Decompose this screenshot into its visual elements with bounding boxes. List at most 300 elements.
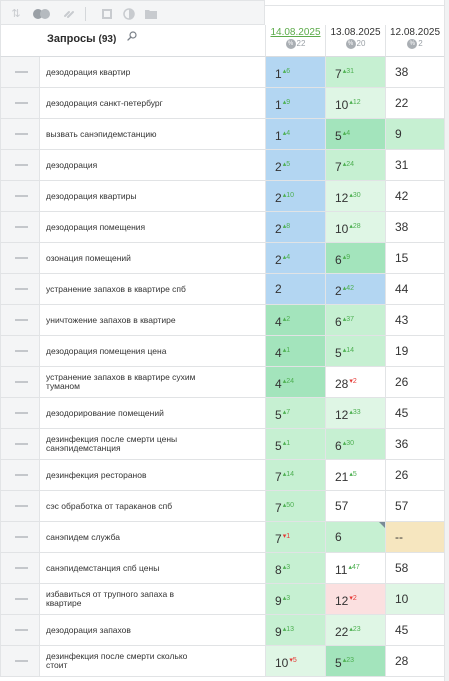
position-value: 26 (395, 468, 409, 482)
position-change-up: ▴30 (349, 192, 361, 199)
position-cell[interactable] (325, 336, 385, 366)
keywords-title[interactable] (47, 33, 116, 45)
keyword-text[interactable]: дезодорация квартиры (46, 190, 137, 201)
drag-handle-icon[interactable] (15, 536, 28, 538)
drag-handle-icon[interactable] (15, 381, 28, 383)
position-value: 7 (335, 67, 342, 81)
arrow-up-icon: ▴ (282, 223, 287, 230)
position-value: 22 (335, 625, 349, 639)
arrow-up-icon: ▴ (282, 409, 287, 416)
position-cell[interactable] (265, 646, 325, 676)
position-change-down: ▾5 (289, 657, 297, 664)
link-icon[interactable] (63, 8, 77, 20)
position-change-up: ▴37 (342, 316, 354, 323)
position-cell[interactable] (265, 615, 325, 645)
position-change-down: ▾2 (349, 378, 357, 385)
position-change-up: ▴24 (282, 378, 294, 385)
table-row[interactable] (0, 274, 444, 305)
keyword-text[interactable]: дезодорация помещения (46, 221, 146, 232)
keyword-text[interactable]: уничтожение запахов в квартире (46, 314, 176, 325)
table-row[interactable] (0, 584, 444, 615)
position-value: 58 (395, 561, 409, 575)
table-row[interactable] (0, 336, 444, 367)
position-cell[interactable] (325, 88, 385, 118)
position-value: 2 (275, 282, 282, 296)
drag-handle-icon[interactable] (15, 226, 28, 228)
drag-handle-icon[interactable] (15, 319, 28, 321)
row-handle[interactable] (0, 460, 40, 490)
position-cell[interactable] (385, 615, 444, 645)
position-value: 5 (275, 439, 282, 453)
keyword-text[interactable]: дезодорирование помещений (46, 407, 164, 418)
position-value: 38 (395, 65, 409, 79)
position-change-up: ▴1 (282, 347, 291, 354)
position-cell[interactable] (265, 181, 325, 211)
position-change-up: ▴13 (282, 626, 294, 633)
position-value: 7 (275, 501, 282, 515)
position-cell[interactable] (325, 584, 385, 614)
table-row[interactable] (0, 119, 444, 150)
drag-handle-icon[interactable] (15, 164, 28, 166)
row-handle[interactable] (0, 615, 40, 645)
arrow-down-icon: ▾ (349, 378, 353, 385)
position-cell[interactable] (265, 336, 325, 366)
position-value: 22 (395, 96, 409, 110)
position-value: 4 (275, 346, 282, 360)
scrollbar-track[interactable] (444, 0, 449, 681)
row-handle[interactable] (0, 212, 40, 242)
table-icon[interactable] (100, 8, 114, 20)
position-value: 12 (335, 408, 349, 422)
position-value: 45 (395, 406, 409, 420)
keyword-text[interactable]: дезодорация запахов (46, 624, 131, 635)
position-change-up: ▴47 (348, 564, 360, 571)
arrow-up-icon: ▴ (342, 285, 347, 292)
row-handle[interactable] (0, 88, 40, 118)
position-change-up: ▴9 (342, 254, 351, 261)
position-value: 8 (275, 563, 282, 577)
position-change-up: ▴4 (282, 254, 291, 261)
table-row[interactable] (0, 646, 444, 677)
position-value: 10 (395, 592, 409, 606)
arrow-down-icon: ▾ (289, 657, 293, 664)
position-cell[interactable] (325, 553, 385, 583)
table-row[interactable] (0, 398, 444, 429)
position-change-up: ▴33 (349, 409, 361, 416)
position-value: 43 (395, 313, 409, 327)
search-icon[interactable] (127, 31, 137, 41)
position-cell[interactable] (325, 491, 385, 521)
position-cell[interactable] (265, 243, 325, 273)
position-value: 7 (275, 532, 282, 546)
position-value: 6 (335, 530, 342, 544)
position-value: 4 (275, 315, 282, 329)
position-value: 21 (335, 470, 349, 484)
position-change-up: ▴6 (282, 68, 291, 75)
position-change-down: ▾2 (349, 595, 357, 602)
arrow-up-icon: ▴ (282, 564, 287, 571)
row-handle[interactable] (0, 398, 40, 428)
position-change-up: ▴4 (282, 130, 291, 137)
position-value: 10 (275, 656, 289, 670)
date-column-header[interactable] (265, 25, 325, 57)
position-change-up: ▴23 (349, 626, 361, 633)
date-label[interactable]: 12.08.2025 (389, 27, 441, 38)
date-label[interactable]: 14.08.2025 (270, 27, 321, 38)
arrow-down-icon: ▾ (282, 533, 287, 540)
row-handle[interactable] (0, 57, 40, 87)
position-cell[interactable] (385, 181, 444, 211)
position-value: 38 (395, 220, 409, 234)
position-cell[interactable] (265, 57, 325, 87)
position-cell[interactable] (265, 553, 325, 583)
percent-icon: % (346, 39, 356, 49)
arrow-up-icon: ▴ (348, 564, 352, 571)
position-value: 10 (335, 222, 349, 236)
position-cell[interactable] (325, 243, 385, 273)
keyword-text[interactable]: дезодорация помещения цена (46, 345, 167, 356)
row-handle[interactable] (0, 243, 40, 273)
arrow-up-icon: ▴ (282, 626, 287, 633)
arrow-up-icon: ▴ (342, 254, 347, 261)
table-row[interactable] (0, 150, 444, 181)
table-row[interactable] (0, 367, 444, 398)
position-change-up: ▴24 (342, 161, 354, 168)
position-change-up: ▴3 (282, 595, 291, 602)
position-cell[interactable] (265, 212, 325, 242)
arrow-up-icon: ▴ (349, 471, 353, 478)
keyword-text[interactable]: устранение запахов в квартире сухим туманом (46, 372, 196, 391)
keyword-text[interactable]: дезодорация (46, 159, 98, 170)
keyword-text[interactable]: дезинфекция ресторанов (46, 469, 147, 480)
position-value: 11 (335, 563, 348, 577)
position-cell[interactable] (385, 460, 444, 490)
table-row[interactable] (0, 88, 444, 119)
keywords-header (0, 25, 265, 57)
drag-handle-icon[interactable] (15, 412, 28, 414)
arrow-up-icon: ▴ (349, 626, 353, 633)
position-cell[interactable] (325, 367, 385, 397)
position-value: 2 (275, 222, 282, 236)
position-change-up: ▴5 (349, 471, 357, 478)
position-value: 6 (335, 439, 342, 453)
keyword-text[interactable]: дезинфекция после смерти цены санэпидемстанция (46, 434, 178, 453)
position-cell[interactable] (385, 88, 444, 118)
date-badge: % 22 (266, 39, 325, 49)
keyword-text[interactable]: сэс обработка от тараканов спб (46, 500, 173, 511)
position-value: 12 (335, 191, 349, 205)
row-handle[interactable] (0, 181, 40, 211)
position-cell[interactable] (325, 119, 385, 149)
row-handle[interactable] (0, 274, 40, 304)
position-change-up: ▴30 (342, 440, 354, 447)
position-cell[interactable] (265, 584, 325, 614)
circle-icon[interactable] (122, 8, 136, 20)
keyword-text[interactable]: устранение запахов в квартире спб (46, 283, 186, 294)
keyword-text[interactable]: дезинфекция после смерти сколько стоит (46, 651, 188, 670)
keyword-text[interactable]: озонация помещений (46, 252, 131, 263)
position-cell[interactable] (265, 522, 325, 552)
position-cell[interactable] (385, 584, 444, 614)
position-change-up: ▴1 (282, 440, 291, 447)
position-value: 28 (335, 377, 349, 391)
position-value: 26 (395, 375, 409, 389)
arrow-up-icon: ▴ (342, 316, 347, 323)
drag-handle-icon[interactable] (15, 133, 28, 135)
keywords-title-label: Запросы (47, 33, 96, 45)
position-value: 1 (275, 67, 282, 81)
position-cell[interactable] (325, 181, 385, 211)
keyword-text[interactable]: избавиться от трупного запаха в квартире (46, 589, 175, 608)
row-handle[interactable] (0, 553, 40, 583)
position-change-up: ▴14 (282, 471, 294, 478)
keyword-text[interactable]: санэпидем служба (46, 531, 120, 542)
arrow-up-icon: ▴ (282, 254, 287, 261)
position-change-up: ▴4 (342, 130, 351, 137)
drag-handle-icon[interactable] (15, 257, 28, 259)
position-value: 42 (395, 189, 409, 203)
drag-handle-icon[interactable] (15, 288, 28, 290)
position-cell[interactable] (325, 274, 385, 304)
position-value: 7 (275, 470, 282, 484)
arrow-up-icon: ▴ (349, 223, 353, 230)
position-change-up: ▴28 (349, 223, 361, 230)
position-value: 57 (395, 499, 409, 513)
toggle-icon[interactable] (31, 8, 53, 20)
table-row[interactable] (0, 429, 444, 460)
position-cell[interactable] (385, 336, 444, 366)
position-cell[interactable] (385, 553, 444, 583)
position-cell[interactable] (265, 150, 325, 180)
date-column-header[interactable] (385, 25, 444, 57)
keyword-text[interactable]: дезодорация квартир (46, 66, 131, 77)
position-value: 12 (335, 594, 349, 608)
keyword-text[interactable]: дезодорация санкт-петербург (46, 97, 163, 108)
position-value: 19 (395, 344, 409, 358)
arrow-up-icon: ▴ (342, 347, 347, 354)
arrow-up-icon: ▴ (282, 161, 287, 168)
date-badge: % 2 (386, 39, 444, 49)
position-cell[interactable] (325, 212, 385, 242)
date-column-header[interactable] (325, 25, 385, 57)
table-row[interactable] (0, 57, 444, 88)
percent-icon: % (407, 39, 417, 49)
table-row[interactable] (0, 181, 444, 212)
position-cell[interactable] (385, 429, 444, 459)
row-handle[interactable] (0, 336, 40, 366)
table-row[interactable] (0, 212, 444, 243)
position-value: 5 (275, 408, 282, 422)
position-cell[interactable] (325, 460, 385, 490)
position-cell[interactable] (325, 150, 385, 180)
position-value: 5 (335, 129, 342, 143)
drag-handle-icon[interactable] (15, 195, 28, 197)
position-value: 6 (335, 253, 342, 267)
arrow-up-icon: ▴ (282, 595, 287, 602)
position-value: 4 (275, 377, 282, 391)
arrow-up-icon: ▴ (342, 657, 347, 664)
position-cell[interactable] (325, 522, 385, 552)
percent-icon: % (286, 39, 296, 49)
drag-handle-icon[interactable] (15, 505, 28, 507)
table-row[interactable] (0, 553, 444, 584)
drag-handle-icon[interactable] (15, 567, 28, 569)
position-value: 57 (335, 499, 349, 513)
position-value: 5 (335, 656, 342, 670)
date-label[interactable]: 13.08.2025 (330, 27, 381, 38)
position-cell[interactable] (265, 119, 325, 149)
position-value: 45 (395, 623, 409, 637)
arrow-up-icon: ▴ (342, 161, 347, 168)
position-change-up: ▴9 (282, 99, 291, 106)
position-cell[interactable] (385, 274, 444, 304)
table-row[interactable] (0, 460, 444, 491)
drag-handle-icon[interactable] (15, 102, 28, 104)
position-cell[interactable] (325, 429, 385, 459)
position-cell[interactable] (325, 398, 385, 428)
drag-handle-icon[interactable] (15, 629, 28, 631)
position-value: 6 (335, 315, 342, 329)
position-change-up: ▴12 (349, 99, 361, 106)
table-row[interactable] (0, 615, 444, 646)
keyword-text[interactable]: санэпидемстанция спб цены (46, 562, 160, 573)
position-cell[interactable] (385, 150, 444, 180)
folder-icon[interactable] (144, 8, 158, 20)
position-cell[interactable] (385, 367, 444, 397)
position-cell[interactable] (385, 119, 444, 149)
position-value: 2 (335, 284, 342, 298)
position-cell[interactable] (385, 646, 444, 676)
position-change-up: ▴2 (282, 316, 291, 323)
position-cell[interactable] (265, 88, 325, 118)
position-value: 44 (395, 282, 409, 296)
position-value: 28 (395, 654, 409, 668)
row-handle[interactable] (0, 367, 40, 397)
position-value: 5 (335, 346, 342, 360)
position-change-up: ▴31 (342, 68, 354, 75)
position-cell[interactable] (385, 522, 444, 552)
position-value: 9 (275, 625, 282, 639)
position-change-up: ▴42 (342, 285, 354, 292)
row-handle[interactable] (0, 522, 40, 552)
position-cell[interactable] (265, 274, 325, 304)
position-change-up: ▴8 (282, 223, 291, 230)
position-cell[interactable] (385, 212, 444, 242)
position-cell[interactable] (265, 398, 325, 428)
arrow-up-icon: ▴ (349, 99, 353, 106)
position-cell[interactable] (325, 305, 385, 335)
keyword-text[interactable]: вызвать санэпидемстанцию (46, 128, 157, 139)
position-value: 7 (335, 160, 342, 174)
table-row[interactable] (0, 522, 444, 553)
table-row[interactable] (0, 243, 444, 274)
position-value: 10 (335, 98, 349, 112)
position-value: 36 (395, 437, 409, 451)
arrow-up-icon: ▴ (282, 471, 287, 478)
arrow-up-icon: ▴ (282, 99, 287, 106)
position-cell[interactable] (265, 305, 325, 335)
position-value: 9 (275, 594, 282, 608)
arrow-up-icon: ▴ (342, 440, 347, 447)
position-cell[interactable] (265, 491, 325, 521)
toolbar-divider (85, 7, 86, 21)
drag-handle-icon[interactable] (15, 598, 28, 600)
row-handle[interactable] (0, 429, 40, 459)
arrow-up-icon: ▴ (342, 68, 347, 75)
position-cell[interactable] (385, 491, 444, 521)
position-cell[interactable] (385, 57, 444, 87)
drag-handle-icon[interactable] (15, 443, 28, 445)
position-change-up: ▴50 (282, 502, 294, 509)
toolbar (0, 0, 265, 25)
position-cell[interactable] (325, 615, 385, 645)
position-cell[interactable] (265, 367, 325, 397)
drag-handle-icon[interactable] (15, 474, 28, 476)
position-value: 15 (395, 251, 409, 265)
drag-handle-icon[interactable] (15, 660, 28, 662)
sort-icon[interactable]: ⇅ (11, 8, 21, 20)
row-handle[interactable] (0, 305, 40, 335)
arrow-up-icon: ▴ (282, 192, 287, 199)
position-value: 2 (275, 253, 282, 267)
row-handle[interactable] (0, 150, 40, 180)
arrow-up-icon: ▴ (282, 347, 287, 354)
row-handle[interactable] (0, 119, 40, 149)
position-value: 9 (395, 127, 402, 141)
position-cell[interactable] (265, 429, 325, 459)
position-value: 2 (275, 160, 282, 174)
row-handle[interactable] (0, 646, 40, 676)
keywords-count: (93) (98, 34, 117, 45)
arrow-up-icon: ▴ (282, 502, 287, 509)
position-change-down: ▾1 (282, 533, 291, 540)
arrow-up-icon: ▴ (282, 378, 287, 385)
position-cell[interactable] (385, 243, 444, 273)
position-change-up: ▴7 (282, 409, 291, 416)
date-header-strip (265, 5, 444, 25)
position-value: 1 (275, 98, 282, 112)
arrow-up-icon: ▴ (342, 130, 347, 137)
position-change-up: ▴10 (282, 192, 294, 199)
drag-handle-icon[interactable] (15, 71, 28, 73)
table-row[interactable] (0, 491, 444, 522)
arrow-up-icon: ▴ (282, 68, 287, 75)
arrow-up-icon: ▴ (282, 130, 287, 137)
row-handle[interactable] (0, 491, 40, 521)
arrow-up-icon: ▴ (349, 409, 353, 416)
table-row[interactable] (0, 305, 444, 336)
position-cell[interactable] (325, 646, 385, 676)
date-badge: % 20 (326, 39, 385, 49)
position-change-up: ▴14 (342, 347, 354, 354)
position-cell[interactable] (325, 57, 385, 87)
arrow-up-icon: ▴ (349, 192, 353, 199)
drag-handle-icon[interactable] (15, 350, 28, 352)
position-value: -- (395, 530, 403, 544)
row-handle[interactable] (0, 584, 40, 614)
arrow-up-icon: ▴ (282, 316, 287, 323)
position-value: 2 (275, 191, 282, 205)
position-value: 31 (395, 158, 409, 172)
position-change-up: ▴5 (282, 161, 291, 168)
position-change-up: ▴3 (282, 564, 291, 571)
position-cell[interactable] (385, 398, 444, 428)
arrow-up-icon: ▴ (282, 440, 287, 447)
position-value: 1 (275, 129, 282, 143)
position-cell[interactable] (265, 460, 325, 490)
position-cell[interactable] (385, 305, 444, 335)
position-change-up: ▴23 (342, 657, 354, 664)
